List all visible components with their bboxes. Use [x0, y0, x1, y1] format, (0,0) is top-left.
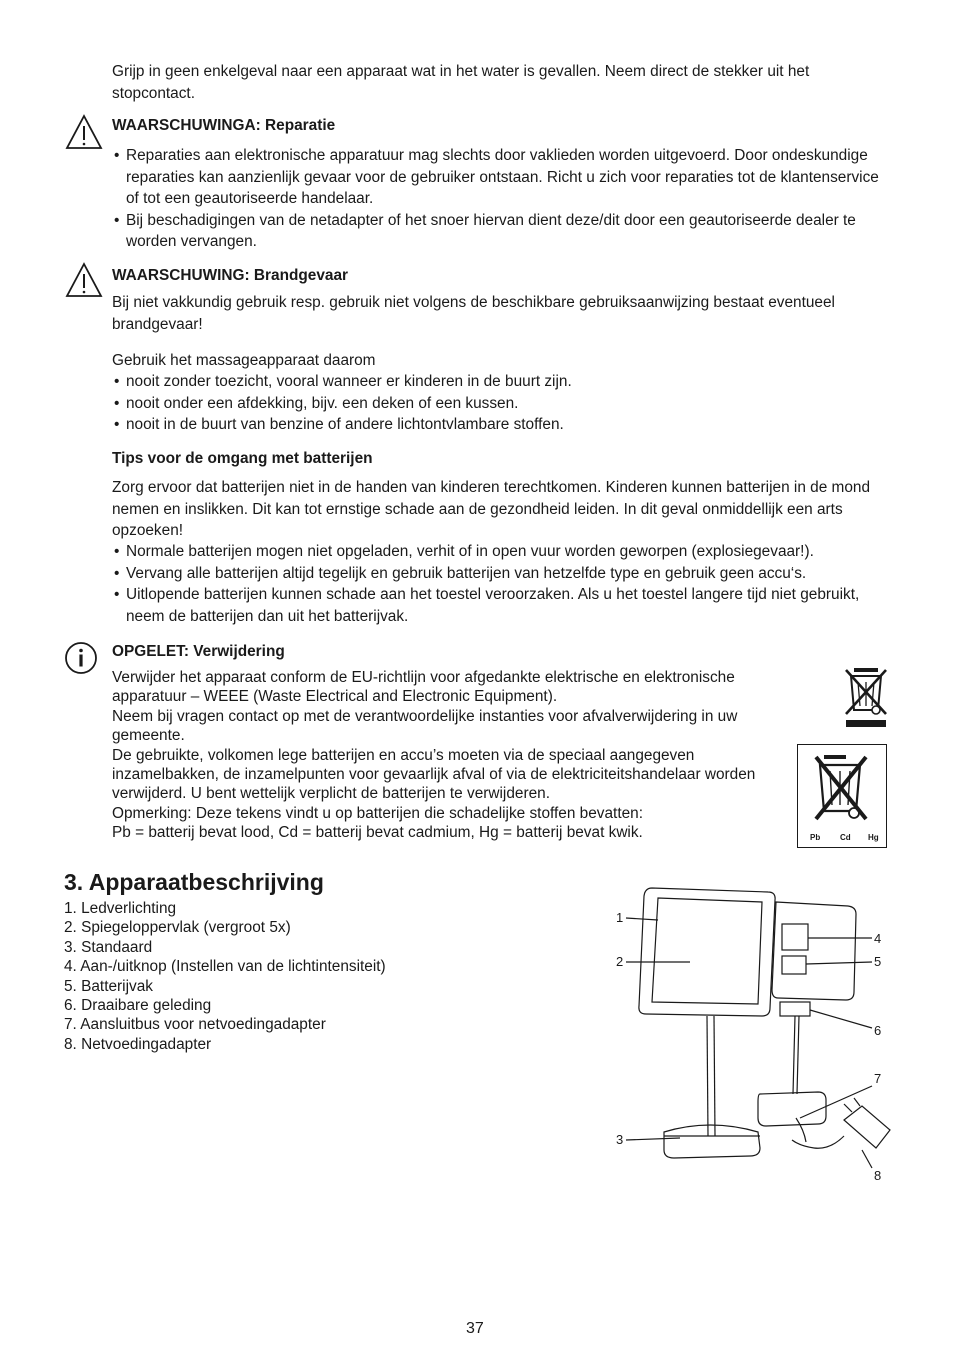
battery-tips-text: Zorg ervoor dat batterijen niet in de handen van kinderen terechtkomen. Kinderen kunnen batterijen in de mond nemen en inslikken. Dit kan tot ernstige schade aan de gezondheid leiden. In dit geval onmiddellijk een arts opzoeken! — [112, 479, 871, 539]
intro-paragraph: Grijp in geen enkelgeval naar een apparaat wat in het water is gevallen. Neem direct de stekker uit het stopcontact. — [112, 63, 810, 102]
list-item: 6. Draaibare geleding — [64, 997, 212, 1015]
battery-label-pb: Pb — [810, 833, 821, 842]
list-item: • nooit in de buurt van benzine of andere lichtontvlambare stoffen. — [112, 414, 897, 436]
crossed-out-battery-bin-icon — [810, 749, 874, 829]
battery-label-hg: Hg — [868, 833, 879, 842]
parts-list — [64, 899, 504, 1054]
disposal-line: Neem bij vragen contact op met de verantwoordelijke instanties voor afvalverwijdering in uw gemeente. — [112, 707, 738, 745]
warning-repair-list — [112, 145, 887, 253]
crossed-out-wheelie-bin-icon — [842, 664, 890, 730]
device-illustration — [600, 880, 900, 1185]
warning-repair-title: WAARSCHUWINGA: Reparatie — [112, 117, 336, 134]
figure-callout: 2 — [616, 954, 624, 969]
list-item: • Bij beschadigingen van de netadapter of het snoer hiervan dient deze/dit door een geautoriseerde dealer te worden vervangen. — [112, 210, 887, 253]
figure-callout: 4 — [874, 931, 882, 946]
warning-fire-text: Bij niet vakkundig gebruik resp. gebruik niet volgens de beschikbare gebruiksaanwijzing bestaat eventueel brandgevaar! — [112, 294, 835, 333]
figure-callout: 7 — [874, 1071, 882, 1086]
disposal-line: Pb = batterij bevat lood, Cd = batterij bevat cadmium, Hg = batterij bevat kwik. — [112, 824, 643, 842]
battery-label-cd: Cd — [840, 833, 851, 842]
figure-callout: 1 — [616, 910, 624, 925]
list-item: • nooit zonder toezicht, vooral wanneer er kinderen in de buurt zijn. — [112, 371, 897, 393]
list-item: • Uitlopende batterijen kunnen schade aan het toestel veroorzaken. Als u het toestel langere tijd niet gebruikt, neem de batterijen dan uit het batterijvak. — [112, 584, 897, 627]
battery-tips-title: Tips voor de omgang met batterijen — [112, 450, 373, 467]
list-item: 4. Aan-/uitknop (Instellen van de lichtintensiteit) — [64, 958, 386, 976]
list-item: 7. Aansluitbus voor netvoedingadapter — [64, 1016, 326, 1034]
list-item: 5. Batterijvak — [64, 977, 153, 995]
figure-callout: 3 — [616, 1132, 624, 1147]
warning-fire-title: WAARSCHUWING: Brandgevaar — [112, 267, 349, 284]
warning-fire-lead: Gebruik het massageapparaat daarom — [112, 352, 376, 369]
warning-triangle-icon — [65, 114, 103, 150]
list-item: • Normale batterijen mogen niet opgeladen, verhit of in open vuur worden geworpen (explosiegevaar!). — [112, 541, 897, 563]
warning-triangle-icon — [65, 262, 103, 298]
section-title: 3. Apparaatbeschrijving — [64, 869, 324, 895]
disposal-line: De gebruikte, volkomen lege batterijen en accu’s moeten via de speciaal aangegeven inzamelbakken, de inzamelpunten voor gevaarlijk afval of via de elektriciteitshandelaar worden verwijderd. U bent wettelijk verplicht de batterijen te verwijderen. — [112, 746, 756, 803]
battery-disposal-box — [797, 744, 887, 848]
list-item: 3. Standaard — [64, 938, 153, 956]
list-item: • Vervang alle batterijen altijd tegelijk en gebruik batterijen van hetzelfde type en gebruik geen accu‘s. — [112, 563, 897, 585]
list-item: • nooit onder een afdekking, bijv. een deken of een kussen. — [112, 393, 897, 415]
warning-fire-list — [112, 371, 897, 436]
list-item: 1. Ledverlichting — [64, 900, 177, 917]
figure-callout: 8 — [874, 1168, 882, 1183]
disposal-title: OPGELET: Verwijdering — [112, 643, 285, 660]
list-item: 8. Netvoedingadapter — [64, 1035, 212, 1053]
list-item: 2. Spiegeloppervlak (vergroot 5x) — [64, 919, 291, 937]
disposal-line: Opmerking: Deze tekens vindt u op batterijen die schadelijke stoffen bevatten: — [112, 804, 644, 822]
figure-callout: 5 — [874, 954, 882, 969]
disposal-line: Verwijder het apparaat conform de EU-richtlijn voor afgedankte elektrische en elektronische apparatuur – WEEE (Waste Electrical and Electronic Equipment). — [112, 669, 735, 706]
page-number: 37 — [466, 1320, 484, 1337]
battery-tips-list — [112, 541, 897, 627]
list-item: • Reparaties aan elektronische apparatuur mag slechts door vaklieden worden uitgevoerd. Door ondeskundige reparaties kan aanzienlijk gevaar voor de gebruiker ontstaan. Richt u zich voor reparaties tot de klantenservice of tot een geautoriseerde handelaar. — [112, 145, 887, 210]
info-icon — [64, 641, 98, 675]
disposal-text — [112, 668, 792, 843]
figure-callout: 6 — [874, 1023, 882, 1038]
